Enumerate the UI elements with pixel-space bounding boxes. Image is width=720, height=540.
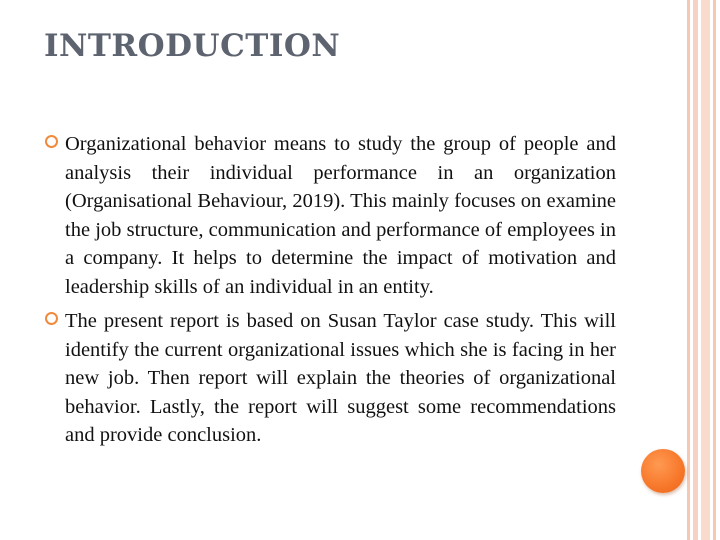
border-stripe (713, 0, 716, 540)
border-stripe (693, 0, 698, 540)
bullet-item (44, 307, 616, 450)
bullet-circle-icon (45, 312, 58, 325)
border-stripe (701, 0, 710, 540)
bullet-text: The present report is based on Susan Taylor case study. This will identify the current organizational issues which she is facing in her new job. Then report will explain the theories of organizational behavior. Lastly, the report will suggest some recommendations and provide conclusion. (65, 310, 616, 446)
bullet-text: Organizational behavior means to study the group of people and analysis their individual performance in an organization (Organisational Behaviour, 2019). This mainly focuses on examine the job structure, communication and performance of employees in a company. It helps to determine the impact of motivation and leadership skills of an individual in an entity. (65, 133, 616, 298)
orange-circle-icon (641, 449, 685, 493)
slide-title: INTRODUCTION (44, 28, 341, 64)
bullet-item (44, 130, 616, 301)
bullet-list (44, 130, 616, 456)
bullet-circle-icon (45, 135, 58, 148)
border-stripe (687, 0, 690, 540)
